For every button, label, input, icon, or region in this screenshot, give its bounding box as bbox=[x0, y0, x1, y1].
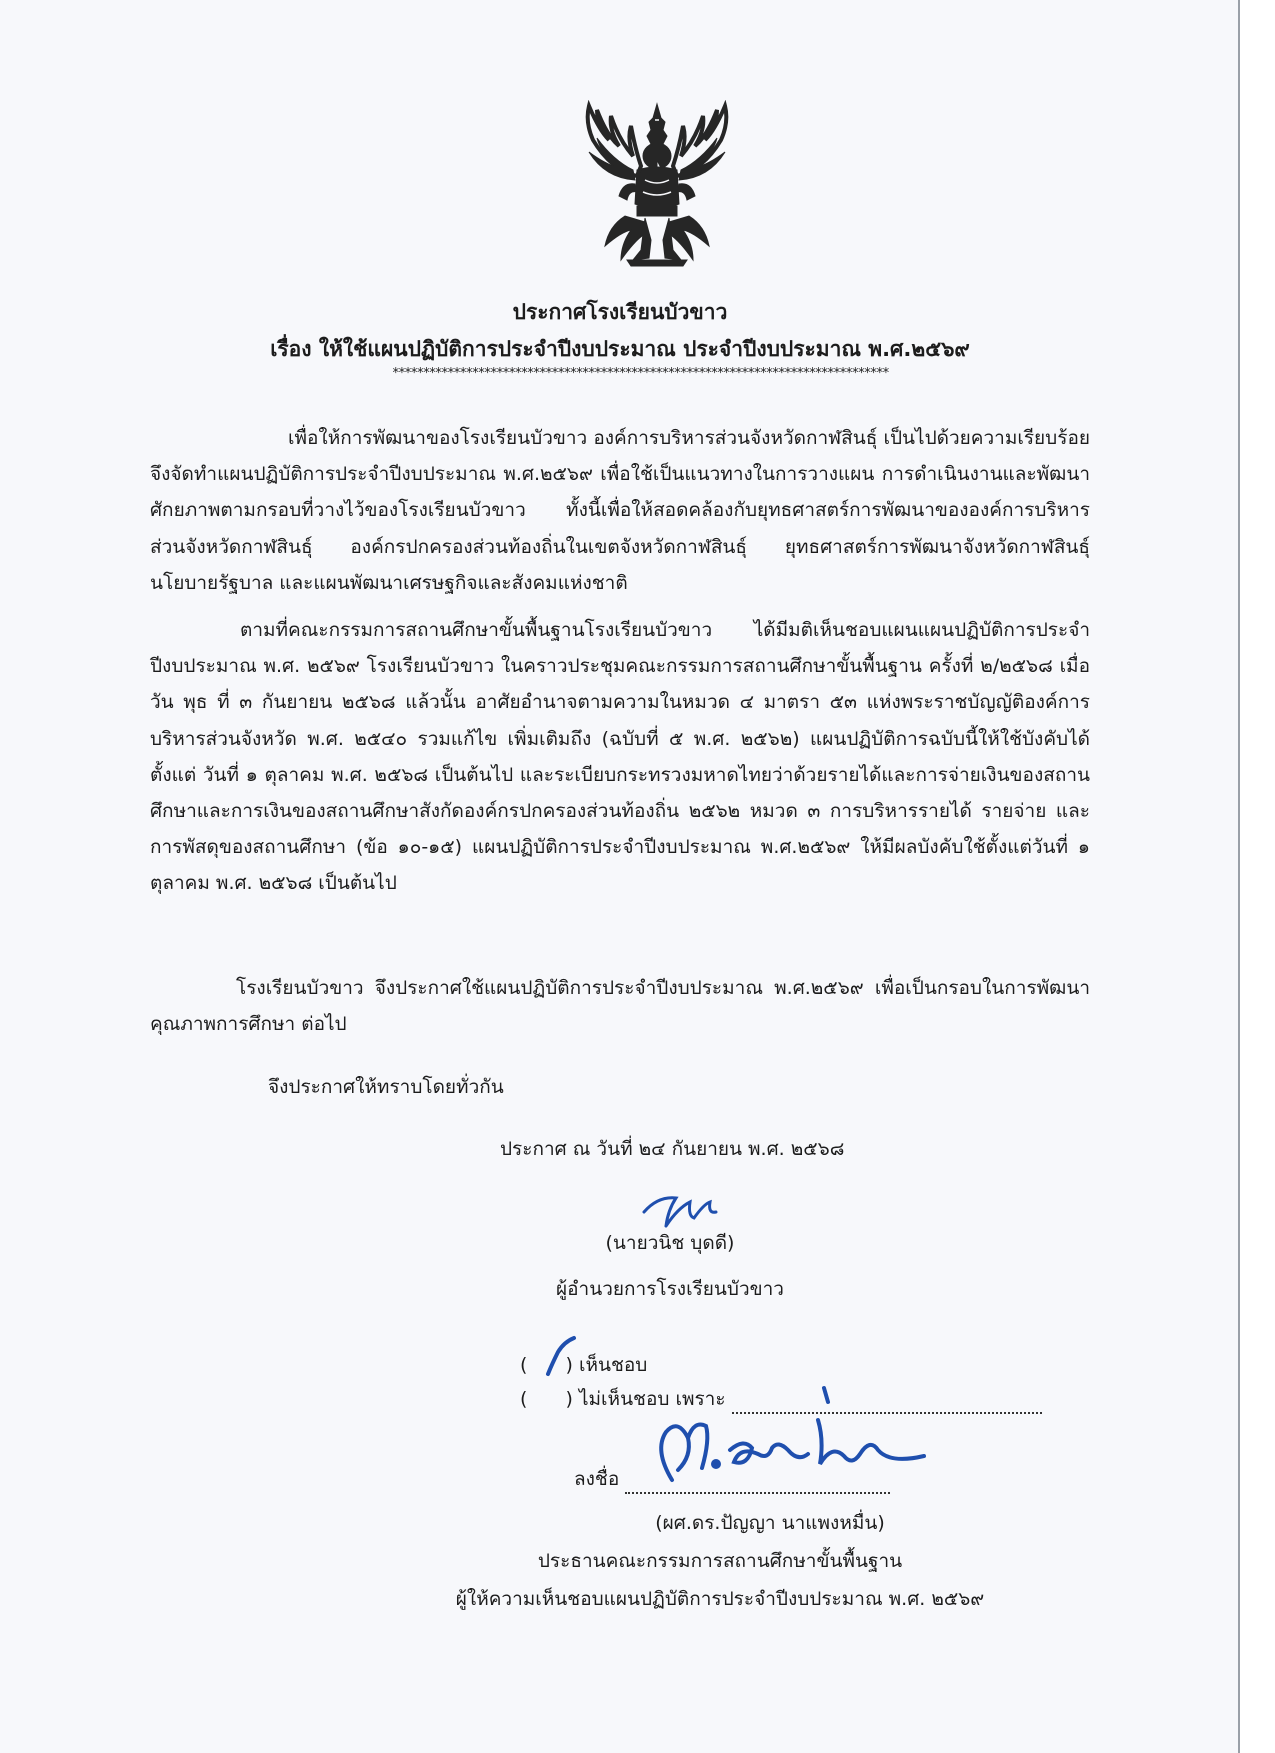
disapprove-paren: ( bbox=[520, 1388, 528, 1410]
body-paragraph-1: เพื่อให้การพัฒนาของโรงเรียนบัวขาว องค์การบริหารส่วนจังหวัดกาฬสินธุ์ เป็นไปด้วยความเรียบร้อย จึงจัดทำแผนปฏิบัติการประจำปีงบประมาณ พ.ศ.๒๕๖๙ เพื่อใช้เป็นแนวทางในการวางแผน การดำเนินงานและพัฒนาศักยภาพตามกรอบที่วางไว้ของโรงเรียนบัวขาว ทั้งนี้เพื่อให้สอดคล้องกับยุทธศาสตร์การพัฒนาขององค์การบริหารส่วนจังหวัดกาฬสินธุ์ องค์กรปกครองส่วนท้องถิ่นในเขตจังหวัดกาฬสินธุ์ ยุทธศาสตร์การพัฒนาจังหวัดกาฬสินธุ์ นโยบายรัฐบาล และแผนพัฒนาเศรษฐกิจและสังคมแห่งชาติ bbox=[150, 427, 1090, 594]
signed-label: ลงชื่อ bbox=[574, 1468, 620, 1490]
announce-date: ประกาศ ณ วันที่ ๒๔ กันยายน พ.ศ. ๒๕๖๘ bbox=[500, 1138, 845, 1160]
chair-approval-role: ผู้ให้ความเห็นชอบแผนปฏิบัติการประจำปีงบประมาณ พ.ศ. ๒๕๖๙ bbox=[455, 1588, 985, 1610]
body-paragraph-3: โรงเรียนบัวขาว จึงประกาศใช้แผนปฏิบัติการประจำปีงบประมาณ พ.ศ.๒๕๖๙ เพื่อเป็นกรอบในการพัฒนาคุณภาพการศึกษา ต่อไป bbox=[150, 977, 1090, 1036]
director-title: ผู้อำนวยการโรงเรียนบัวขาว bbox=[556, 1278, 784, 1300]
document-title: ประกาศโรงเรียนบัวขาว bbox=[512, 300, 728, 324]
chair-title: ประธานคณะกรรมการสถานศึกษาขั้นพื้นฐาน bbox=[537, 1550, 903, 1572]
chair-signature-icon bbox=[648, 1380, 930, 1488]
scan-margin bbox=[1240, 0, 1275, 1753]
announce-closing: จึงประกาศให้ทราบโดยทั่วกัน bbox=[268, 1076, 504, 1098]
body-paragraph-2: ตามที่คณะกรรมการสถานศึกษาขั้นพื้นฐานโรงเรียนบัวขาว ได้มีมติเห็นชอบแผนแผนปฏิบัติการประจำปีงบประมาณ พ.ศ. ๒๕๖๙ โรงเรียนบัวขาว ในคราวประชุมคณะกรรมการสถานศึกษาขั้นพื้นฐาน ครั้งที่ ๒/๒๕๖๘ เมื่อวัน พุธ ที่ ๓ กันยายน ๒๕๖๘ แล้วนั้น อาศัยอำนาจตามความในหมวด ๔ มาตรา ๕๓ แห่งพระราชบัญญัติองค์การบริหารส่วนจังหวัด พ.ศ. ๒๕๔๐ รวมแก้ไข เพิ่มเติมถึง (ฉบับที่ ๕ พ.ศ. ๒๕๖๒) แผนปฏิบัติการฉบับนี้ให้ใช้บังคับได้ ตั้งแต่ วันที่ ๑ ตุลาคม พ.ศ. ๒๕๖๘ เป็นต้นไป และระเบียบกระทรวงมหาดไทยว่าด้วยรายได้และการจ่ายเงินของสถานศึกษาและการเงินของสถานศึกษาสังกัดองค์กรปกครองส่วนท้องถิ่น ๒๕๖๒ หมวด ๓ การบริหารรายได้ รายจ่าย และการพัสดุของสถานศึกษา (ข้อ ๑๐-๑๕) แผนปฏิบัติการประจำปีงบประมาณ พ.ศ.๒๕๖๙ ให้มีผลบังคับใช้ตั้งแต่วันที่ ๑ ตุลาคม พ.ศ. ๒๕๖๘ เป็นต้นไป bbox=[150, 619, 1090, 895]
disapprove-label: ) ไม่เห็นชอบ เพราะ bbox=[565, 1388, 726, 1410]
garuda-emblem-icon bbox=[575, 100, 740, 270]
document-subject: เรื่อง ให้ใช้แผนปฏิบัติการประจำปีงบประมาณ ประจำปีงบประมาณ พ.ศ.๒๕๖๙ bbox=[270, 337, 970, 361]
approve-label: ) เห็นชอบ bbox=[565, 1354, 648, 1376]
approve-checkmark-icon bbox=[544, 1334, 584, 1378]
separator: ********************************************************************************* bbox=[391, 366, 889, 381]
director-name: (นายวนิช บุดดี) bbox=[605, 1232, 735, 1254]
approve-paren: ( bbox=[520, 1354, 528, 1376]
chair-name: (ผศ.ดร.ปัญญา นาแพงหมื่น) bbox=[655, 1512, 885, 1534]
